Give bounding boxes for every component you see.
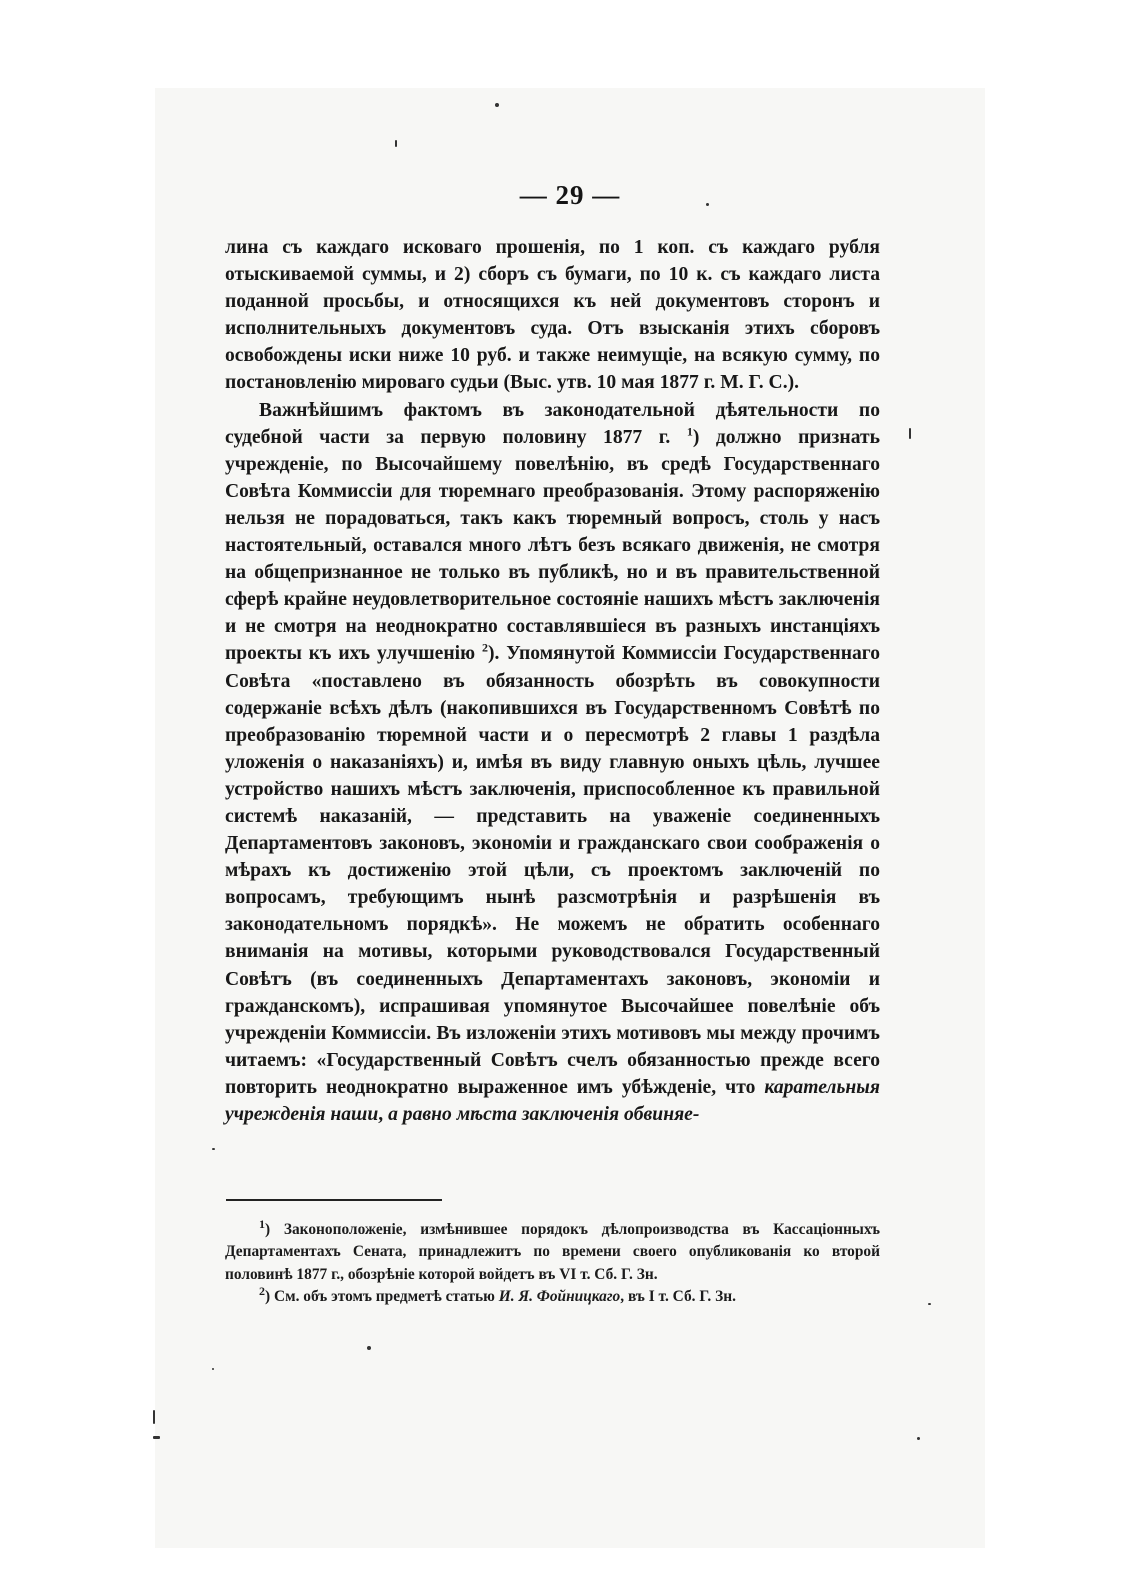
paragraph-text: ). Упомянутой Коммиссіи Государственнаго Совѣта «поставлено въ обязанность обозрѣть въ совокупности содержаніе всѣхъ дѣлъ (накопившихся въ Государственномъ Совѣтѣ по преобразованію тюремной части и о пересмотрѣ 2 главы 1 раздѣла уложенія о наказаніяхъ) и, имѣя въ виду главную оныхъ цѣль, лучшее устройство нашихъ мѣстъ заключенія, приспособленное къ правильной системѣ наказаній, — представить на уваженіе соединенныхъ Департаментовъ законовъ, экономіи и гражданскаго свои соображенія о мѣрахъ къ достиженію этой цѣли, съ проектомъ заключеній по вопросамъ, требующимъ нынѣ разсмотрѣнія и разрѣшенія въ законодательномъ порядкѣ». Не можемъ не обратить особеннаго вниманія на мотивы, которыми руководствовался Государственный Совѣтъ (въ соединенныхъ Департаментахъ законовъ, экономіи и гражданскомъ), испрашивая упомянутое Высочайшее повелѣніе объ учрежденіи Коммиссіи. Въ изложеніи этихъ мотивовъ мы между прочимъ читаемъ: «Государственный Совѣтъ счелъ обязанностью прежде всего повторить неоднократно выраженное имъ убѣжденіе, что (225, 643, 881, 1098)
footnote-text: ) См. объ этомъ предметѣ статью (265, 1287, 499, 1305)
footnote-mark-1: 1 (259, 1216, 265, 1231)
footnote-1 (225, 1216, 880, 1286)
footnote-mark-2: 2 (259, 1283, 265, 1298)
footnote-2 (225, 1283, 880, 1308)
body-text (225, 234, 880, 1128)
paragraph-text: Важнѣйшимъ фактомъ въ законодательной дѣятельности по судебной части за первую половину 1877 г. (225, 399, 880, 448)
footnotes (225, 1216, 880, 1308)
page-number: — 29 — (519, 180, 621, 210)
footnote-ref-2[interactable]: 2 (481, 640, 488, 655)
paragraph-text: , (378, 1104, 389, 1125)
footnote-divider (226, 1199, 442, 1201)
footnote-text: , въ I т. Сб. Г. Зн. (620, 1287, 736, 1305)
scan-speck (928, 1303, 931, 1305)
scan-speck (153, 1410, 155, 1424)
paragraph-continuation: лина съ каждаго исковаго прошенія, по 1 коп. съ каждаго рубля отыскиваемой суммы, и 2) сборъ съ бумаги, по 10 к. съ каждаго листа поданной просьбы, и относящихся къ ней документовъ сторонъ и исполнительныхъ документовъ суда. Отъ взысканія этихъ сборовъ освобождены иски ниже 10 руб. и также неимущіе, на всякую сумму, по постановленію мироваго судьи (Выс. утв. 10 мая 1877 г. М. Г. С.). (225, 237, 880, 394)
paragraph-text: ) должно признать учрежденіе, по Высочайшему повелѣнію, въ средѣ Государственнаго Совѣта Коммиссіи для тюремнаго преобразованія. Этому распоряженію нельзя не порадоваться, такъ какъ тюремный вопросъ, столь у насъ настоятельный, оставался много лѣтъ безъ всякаго движенія, не смотря на общепризнанное не только въ публикѣ, но и въ правительственной сферѣ крайне неудовлетворительное состояніе нашихъ мѣстъ заключенія и не смотря на неоднократно составлявшіеся въ разныхъ инстанціяхъ проекты къ ихъ улучшенію (225, 426, 880, 665)
scan-speck (212, 1368, 214, 1370)
scan-speck (495, 103, 499, 107)
scan-speck (212, 1148, 215, 1150)
scan-speck (395, 140, 397, 147)
scan-speck (917, 1437, 920, 1440)
scan-speck (153, 1436, 160, 1439)
paragraph-main (225, 397, 880, 1129)
footnote-text: ) Законоположеніе, измѣнившее порядокъ дѣлопроизводства въ Кассаціонныхъ Департаментахъ Сената, принадлежитъ по времени своего опубликованія ко второй половинѣ 1877 г., обозрѣніе которой войдетъ въ VI т. Сб. Г. Зн. (225, 1221, 880, 1283)
footnote-ref-1[interactable]: 1 (686, 424, 693, 439)
italic-phrase: карательныя учрежденія наши (225, 1076, 880, 1125)
footnote-author: И. Я. Фойницкаго (498, 1287, 621, 1305)
italic-phrase: а равно мѣста заключенія обвиняе- (388, 1104, 700, 1125)
scan-speck (367, 1346, 371, 1350)
scan-speck (909, 428, 911, 439)
